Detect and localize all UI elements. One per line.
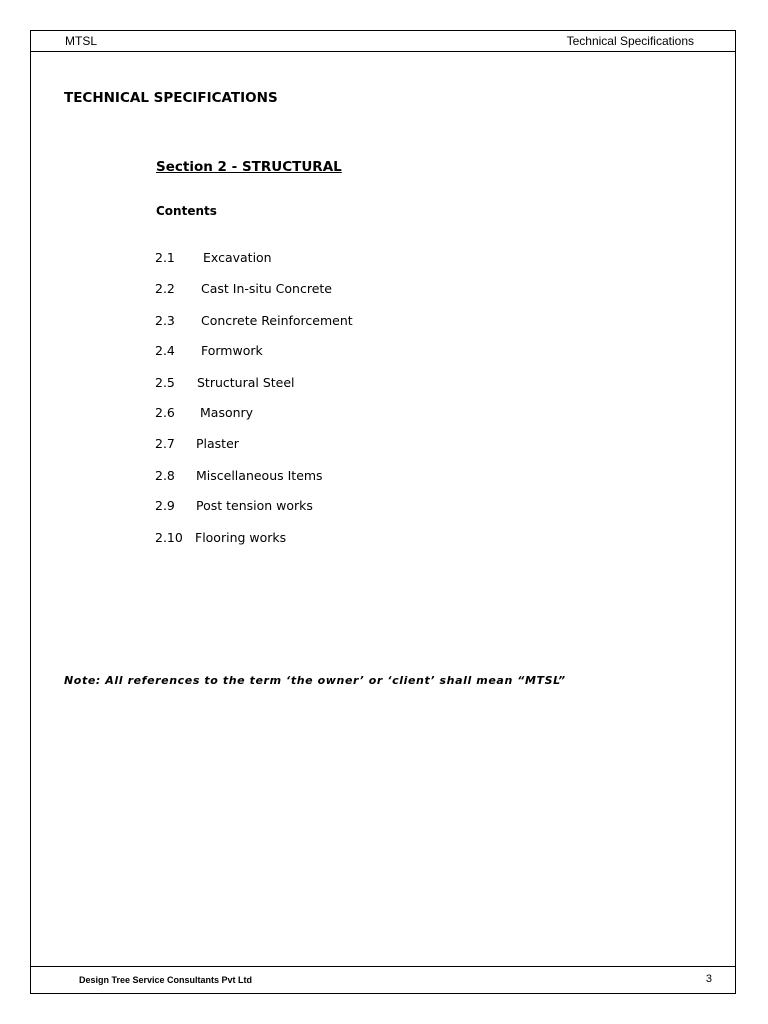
toc-number: 2.2 [155, 281, 175, 296]
toc-text: Cast In-situ Concrete [201, 281, 332, 296]
header-right: Technical Specifications [566, 34, 694, 48]
toc-number: 2.5 [155, 375, 175, 390]
footer-divider [30, 966, 736, 967]
toc-number: 2.6 [155, 405, 175, 420]
toc-number: 2.8 [155, 468, 175, 483]
header-left: MTSL [65, 34, 98, 48]
toc-text: Post tension works [196, 498, 313, 513]
toc-number: 2.3 [155, 313, 175, 328]
toc-number: 2.10 [155, 530, 183, 545]
owner-note: Note: All references to the term ‘the owner’ or ‘client’ shall mean “MTSL” [64, 674, 566, 687]
toc-text: Masonry [200, 405, 254, 420]
toc-number: 2.9 [155, 498, 175, 513]
page-border [30, 30, 736, 994]
toc-text: Excavation [203, 250, 272, 265]
toc-text: Concrete Reinforcement [201, 313, 353, 328]
toc-text: Miscellaneous Items [196, 468, 323, 483]
section-title: Section 2 - STRUCTURAL [156, 159, 342, 175]
contents-label: Contents [156, 204, 217, 218]
footer-company: Design Tree Service Consultants Pvt Ltd [79, 975, 253, 985]
toc-text: Structural Steel [197, 375, 295, 390]
toc-number: 2.1 [155, 250, 175, 265]
header-divider [30, 51, 736, 52]
page-number: 3 [705, 973, 712, 985]
toc-text: Flooring works [195, 530, 287, 545]
toc-number: 2.7 [155, 436, 175, 451]
toc-text: Formwork [201, 343, 263, 358]
toc-number: 2.4 [155, 343, 175, 358]
document-title: TECHNICAL SPECIFICATIONS [64, 90, 278, 106]
toc-text: Plaster [196, 436, 239, 451]
